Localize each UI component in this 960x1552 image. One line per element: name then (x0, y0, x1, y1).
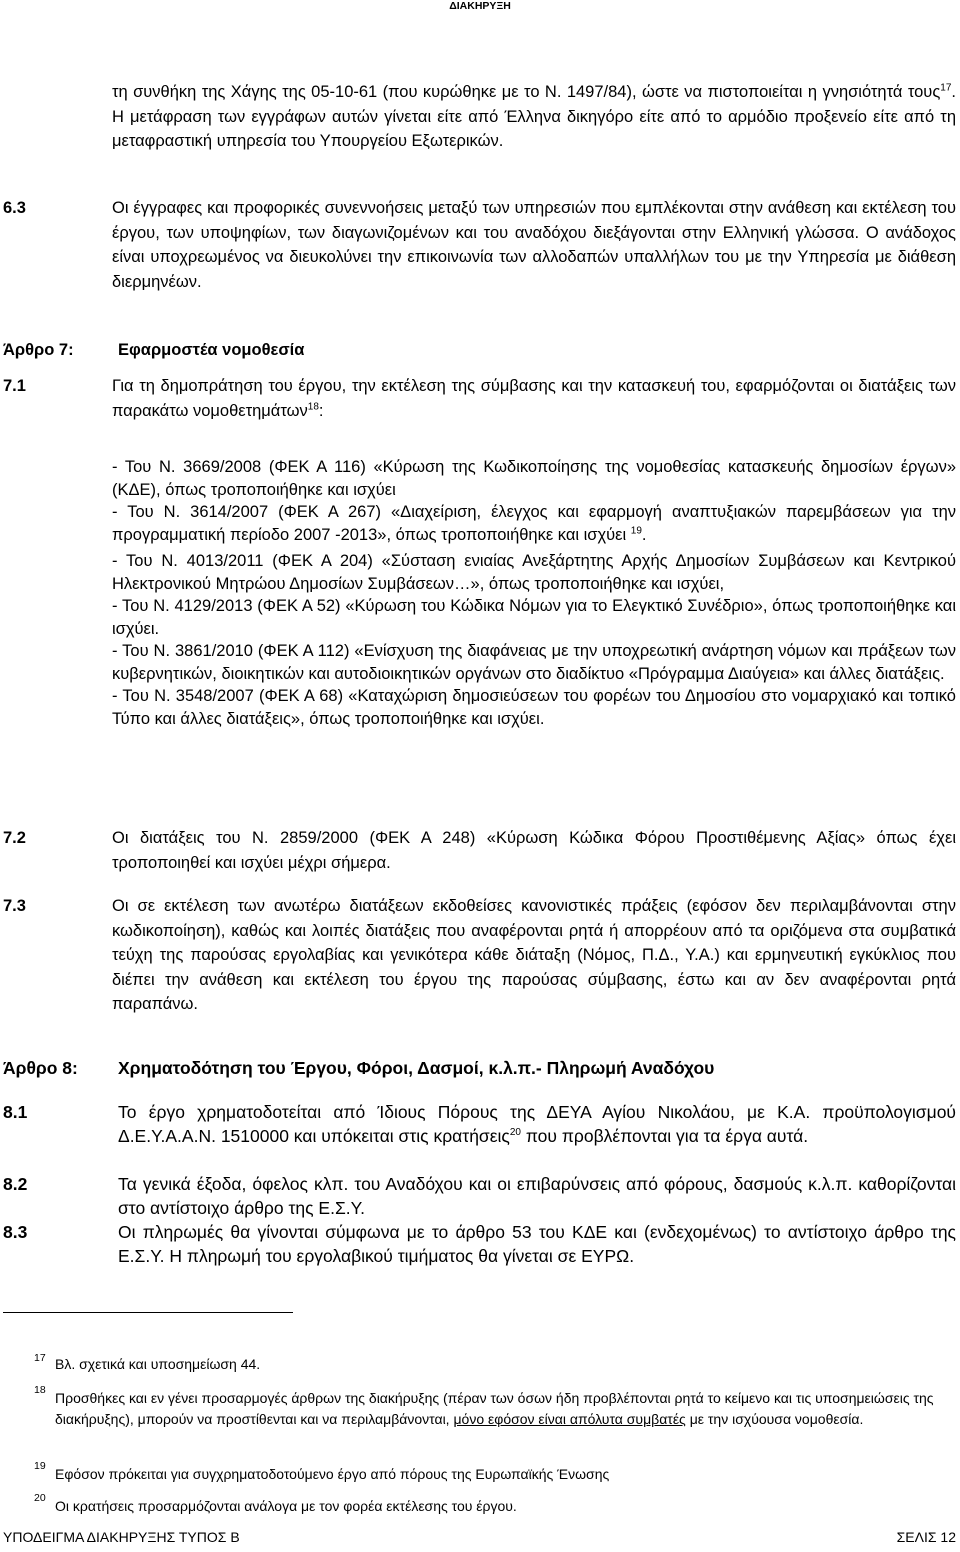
section-number-8-1: 8.1 (3, 1102, 28, 1122)
section-7-1-text (112, 374, 956, 423)
section-6-3-text: Οι έγγραφες και προφορικές συνεννοήσεις μεταξύ των υπηρεσιών που εμπλέκονται στην ανάθεση και εκτέλεση του έργου, των υποψηφίων, των διαγωνιζομένων και του αναδόχου διεξάγονται στην Ελληνική γλώσσα. Ο ανάδοχος είναι υποχρεωμένος να διευκολύνει την επικοινωνία των αλλοδαπών υπαλλήλων του με την Υπηρεσία με διάθεση διερμηνέων. (112, 199, 956, 291)
section-8-1-body: Το έργο χρηματοδοτείται από Ίδιους Πόρους της ΔΕΥΑ Αγίου Νικολάου, με Κ.Α. προϋπολογισμού Δ.Ε.Υ.Α.Α.Ν. 1510000 και υπόκειται στις κρατήσεις (118, 1102, 956, 1146)
section-8-1-text (118, 1100, 956, 1148)
article-7-label: Άρθρο 7: (3, 341, 74, 359)
footnote-ref-17[interactable]: 17 (940, 82, 952, 94)
intro-paragraph (112, 80, 956, 154)
article-8-label: Άρθρο 8: (3, 1058, 78, 1078)
law-item: - Του Ν. 3861/2010 (ΦΕΚ Α 112) «Ενίσχυση της διαφάνειας με την υποχρεωτική ανάρτηση νόμων και πράξεων των κυβερνητικών, διοικητικών και αυτοδιοικητικών οργάνων στο διαδίκτυο «Πρόγραμμα Διαύγεια» και άλλες διατάξεις. (112, 642, 956, 683)
document-header: ΔΙΑΚΗΡΥΞΗ (449, 0, 511, 12)
section-number-8-2: 8.2 (3, 1174, 28, 1194)
section-8-3-text: Οι πληρωμές θα γίνονται σύμφωνα με το άρθρο 53 του ΚΔΕ και (ενδεχομένως) το αντίστοιχο άρθρο της Ε.Σ.Υ. Η πληρωμή του εργολαβικού τιμήματος θα γίνεται σε ΕΥΡΩ. (118, 1222, 956, 1266)
footnote-20-text: Οι κρατήσεις προσαρμόζονται ανάλογα με τον φορέα εκτέλεσης του έργου. (55, 1498, 517, 1514)
section-number-6-3: 6.3 (3, 199, 26, 217)
footnote-ref-19[interactable]: 19 (630, 525, 642, 536)
footnote-18-emphasis: μόνο εφόσον είναι απόλυτα συμβατές (453, 1411, 686, 1427)
section-8-2-text: Τα γενικά έξοδα, όφελος κλπ. του Αναδόχου και οι επιβαρύνσεις από φόρους, δασμούς κ.λ.π. καθορίζονται στο αντίστοιχο άρθρο της Ε.Σ.Υ. (118, 1174, 956, 1218)
law-item (112, 501, 956, 546)
footnote-18-body: Προσθήκες και εν γένει προσαρμογές άρθρων της διακήρυξης (πέραν των όσων ήδη προβλέπονται ρητά το κείμενο και τις υποσημειώσεις της διακήρυξης), μπορούν να προστίθενται και να περιλαμβάνονται, (55, 1390, 934, 1427)
footnote-number: 18 (34, 1384, 46, 1396)
footnote-ref-20[interactable]: 20 (509, 1127, 521, 1139)
section-number-7-3: 7.3 (3, 897, 26, 915)
law-item-tail: . (641, 525, 647, 544)
footnote-number: 20 (34, 1492, 46, 1504)
section-7-2-text: Οι διατάξεις του Ν. 2859/2000 (ΦΕΚ Α 248) «Κύρωση Κώδικα Φόρου Προστιθέμενης Αξίας» όπως έχει τροποποιηθεί και ισχύει μέχρι σήμερα. (112, 829, 956, 872)
footnote-number: 17 (34, 1352, 46, 1364)
law-item-text: - Του Ν. 3614/2007 (ΦΕΚ Α 267) «Διαχείριση, έλεγχος και εφαρμογή αναπτυξιακών παρεμβάσεων για την προγραμματική περίοδο 2007 -2013», όπως τροποποιήθηκε και ισχύει (112, 503, 956, 544)
section-number-7-1: 7.1 (3, 377, 26, 395)
law-item: - Του Ν. 4129/2013 (ΦΕΚ Α 52) «Κύρωση του Κώδικα Νόμων για το Ελεγκτικό Συνέδριο», όπως τροποποιήθηκε και ισχύει. (112, 597, 956, 638)
intro-text: τη συνθήκη της Χάγης της 05-10-61 (που κυρώθηκε με το Ν. 1497/84), ώστε να πιστοποιείται η γνησιότητά τους (112, 83, 941, 101)
article-7-title: Εφαρμοστέα νομοθεσία (118, 341, 305, 359)
footnote-17-text: Βλ. σχετικά και υποσημείωση 44. (55, 1356, 261, 1372)
footnote-18-text (55, 1388, 955, 1430)
footer-left: ΥΠΟΔΕΙΓΜΑ ΔΙΑΚΗΡΥΞΗΣ ΤΥΠΟΣ Β (3, 1529, 240, 1545)
footnote-ref-18[interactable]: 18 (307, 401, 319, 412)
section-number-7-2: 7.2 (3, 829, 26, 847)
section-8-1-tail: που προβλέπονται για τα έργα αυτά. (520, 1126, 809, 1146)
section-7-1-colon: : (318, 401, 324, 420)
intro-text-cont: . Η μετάφραση των εγγράφων αυτών γίνεται είτε από Έλληνα δικηγόρο είτε από το αρμόδιο προξενείο είτε από τη μεταφραστική υπηρεσία του Υπουργείου Εξωτερικών. (112, 83, 956, 150)
law-list (112, 456, 956, 730)
page-number: ΣΕΛΙΣ 12 (896, 1529, 956, 1545)
footnote-number: 19 (34, 1460, 46, 1472)
footnote-19-text: Εφόσον πρόκειται για συγχρηματοδοτούμενο έργο από πόρους της Ευρωπαϊκής Ένωσης (55, 1466, 610, 1482)
law-item: - Του Ν. 4013/2011 (ΦΕΚ Α 204) «Σύσταση ενιαίας Ανεξάρτητης Αρχής Δημοσίων Συμβάσεων και Κεντρικού Ηλεκτρονικού Μητρώου Δημοσίων Συμβάσεων…», όπως τροποποιήθηκε και ισχύει, (112, 552, 956, 593)
law-item: - Του Ν. 3669/2008 (ΦΕΚ Α 116) «Κύρωση της Κωδικοποίησης της νομοθεσίας κατασκευής δημοσίων έργων» (ΚΔΕ), όπως τροποποιήθηκε και ισχύει (112, 458, 956, 499)
footnote-divider (3, 1312, 293, 1313)
section-7-3-text: Οι σε εκτέλεση των ανωτέρω διατάξεων εκδοθείσες κανονιστικές πράξεις (εφόσον δεν περιλαμβάνονται στην κωδικοποίηση), καθώς και λοιπές διατάξεις που αναφέρονται ρητά ή απορρέουν από τα οριζόμενα στα συμβατικά τεύχη της παρούσας εργολαβίας και γενικότερα κάθε διάταξη (Νόμος, Π.Δ., Υ.Α.) και ερμηνευτική εγκύκλιος που διέπει την ανάθεση και εκτέλεση του έργου της παρούσας σύμβασης, έστω και αν δεν αναφέρονται ρητά παραπάνω. (112, 897, 956, 1013)
law-item: - Του Ν. 3548/2007 (ΦΕΚ Α 68) «Καταχώριση δημοσιεύσεων του φορέων του Δημοσίου στο νομαρχιακό και τοπικό Τύπο και άλλες διατάξεις», όπως τροποποιήθηκε και ισχύει. (112, 687, 956, 728)
footnote-18-tail: με την ισχύουσα νομοθεσία. (685, 1411, 864, 1427)
article-8-title: Χρηματοδότηση του Έργου, Φόροι, Δασμοί, κ.λ.π.- Πληρωμή Αναδόχου (118, 1058, 715, 1078)
section-number-8-3: 8.3 (3, 1222, 28, 1242)
section-7-1-body: Για τη δημοπράτηση του έργου, την εκτέλεση της σύμβασης και την κατασκευή του, εφαρμόζονται οι διατάξεις των παρακάτω νομοθετημάτων (112, 377, 956, 420)
